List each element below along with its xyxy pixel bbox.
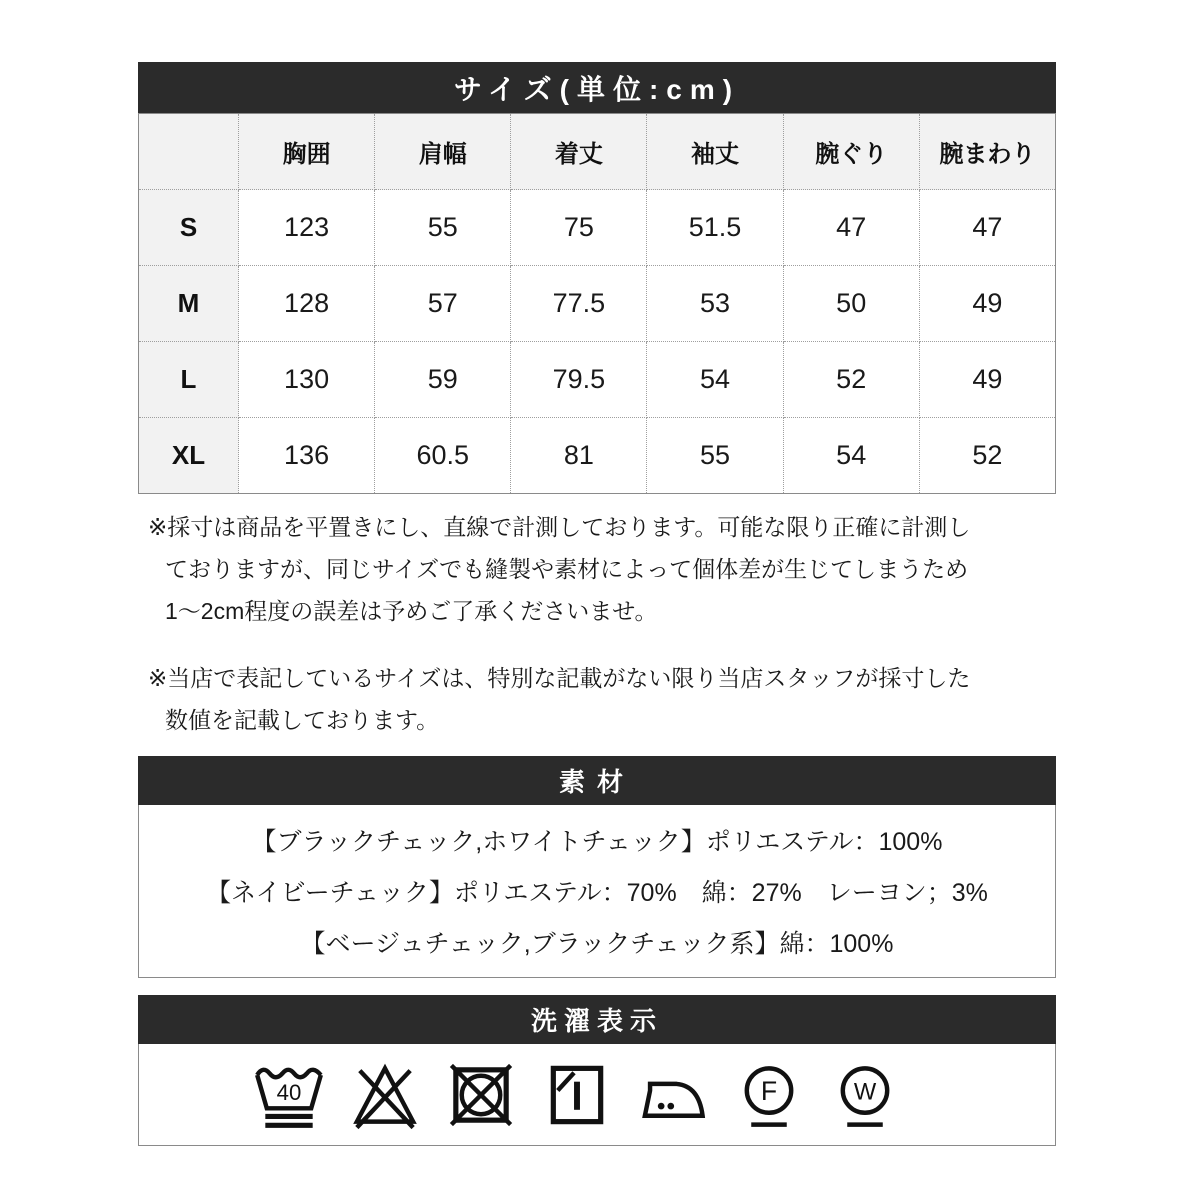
- column-header-armhole: 腕ぐり: [783, 114, 919, 190]
- cell-value: 55: [647, 418, 783, 494]
- column-header-sleeve: 袖丈: [647, 114, 783, 190]
- note-line: ておりますが、同じサイズでも縫製や素材によって個体差が生じてしまうため: [165, 556, 969, 582]
- cell-value: 49: [919, 266, 1055, 342]
- size-table-header-row: [139, 114, 1056, 190]
- table-row-l: [139, 342, 1056, 418]
- cell-value: 59: [375, 342, 511, 418]
- svg-text:40: 40: [276, 1079, 302, 1105]
- cell-value: 60.5: [375, 418, 511, 494]
- column-header-length: 着丈: [511, 114, 647, 190]
- column-header-shoulder: 肩幅: [375, 114, 511, 190]
- cell-value: 55: [375, 190, 511, 266]
- table-row-xl: [139, 418, 1056, 494]
- table-row-m: [139, 266, 1056, 342]
- cell-value: 51.5: [647, 190, 783, 266]
- cell-value: 130: [239, 342, 375, 418]
- note-line: ※採寸は商品を平置きにし、直線で計測しております。可能な限り正確に計測し: [148, 514, 971, 540]
- measurement-note: [138, 506, 1056, 632]
- cell-value: 81: [511, 418, 647, 494]
- material-box: [138, 805, 1056, 978]
- cell-value: 47: [783, 190, 919, 266]
- svg-text:F: F: [760, 1075, 778, 1106]
- cell-value: 50: [783, 266, 919, 342]
- cell-value: 52: [783, 342, 919, 418]
- table-row-s: [139, 190, 1056, 266]
- material-title: 素材: [558, 767, 635, 797]
- cell-value: 123: [239, 190, 375, 266]
- note-line: ※当店で表記しているサイズは、特別な記載がない限り当店スタッフが採寸した: [148, 665, 971, 691]
- cell-value: 128: [239, 266, 375, 342]
- cell-value: 54: [783, 418, 919, 494]
- column-header-chest: 胸囲: [239, 114, 375, 190]
- wash-40-very-gentle-icon: [252, 1059, 326, 1131]
- cell-value: 77.5: [511, 266, 647, 342]
- cell-value: 53: [647, 266, 783, 342]
- size-label: L: [139, 342, 239, 418]
- wet-clean-gentle-icon: [828, 1059, 902, 1131]
- material-line: 【ブラックチェック,ホワイトチェック】ポリエステル：100%: [251, 828, 943, 856]
- dry-clean-petroleum-gentle-icon: [732, 1059, 806, 1131]
- cell-value: 54: [647, 342, 783, 418]
- note-line: 1〜2cm程度の誤差は予めご了承くださいませ。: [165, 598, 658, 624]
- cell-value: 57: [375, 266, 511, 342]
- material-title-bar: [138, 756, 1056, 805]
- note-line: 数値を記載しております。: [165, 707, 440, 733]
- cell-value: 79.5: [511, 342, 647, 418]
- size-label: XL: [139, 418, 239, 494]
- cell-value: 47: [919, 190, 1055, 266]
- size-label: S: [139, 190, 239, 266]
- cell-value: 136: [239, 418, 375, 494]
- cell-value: 52: [919, 418, 1055, 494]
- cell-value: 75: [511, 190, 647, 266]
- no-tumble-dry-icon: [444, 1059, 518, 1131]
- line-dry-in-shade-icon: [540, 1059, 614, 1131]
- column-header-arm-width: 腕まわり: [919, 114, 1055, 190]
- material-line: 【ネイビーチェック】ポリエステル：70% 綿：27% レーヨン；3%: [206, 879, 988, 907]
- material-line: 【ベージュチェック,ブラックチェック系】綿：100%: [300, 930, 894, 958]
- size-table-title: サイズ(単位:cm): [453, 73, 741, 105]
- corner-cell: [139, 114, 239, 190]
- no-bleach-icon: [348, 1059, 422, 1131]
- staff-measurement-note: [138, 657, 1056, 741]
- size-table: [138, 113, 1056, 494]
- size-label: M: [139, 266, 239, 342]
- washing-symbols-box: [138, 1044, 1056, 1146]
- iron-medium-heat-icon: [636, 1059, 710, 1131]
- size-chart-panel: [138, 62, 1056, 1146]
- cell-value: 49: [919, 342, 1055, 418]
- washing-title-bar: [138, 995, 1056, 1044]
- svg-text:W: W: [853, 1078, 877, 1105]
- size-table-title-bar: [138, 62, 1056, 113]
- washing-title: 洗濯表示: [530, 1006, 663, 1036]
